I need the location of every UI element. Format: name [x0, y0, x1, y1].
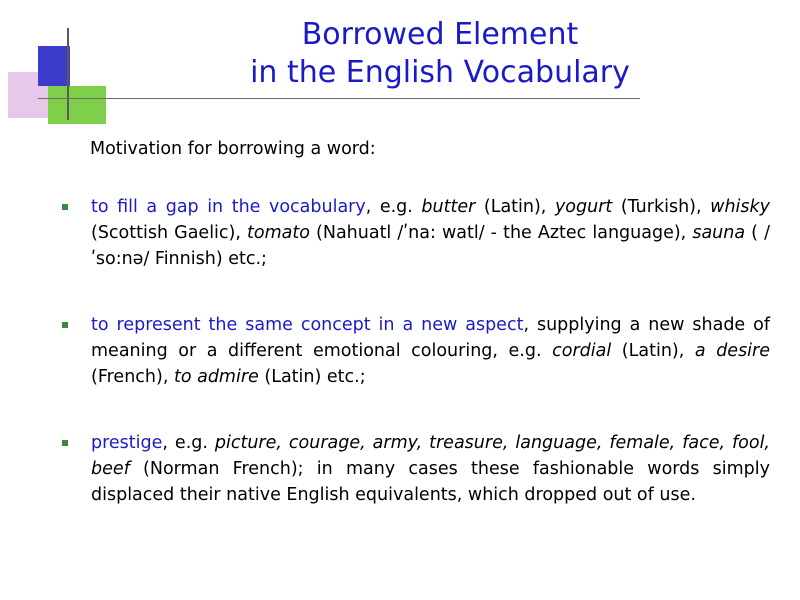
- bullet-text: (Scottish Gaelic),: [91, 223, 248, 243]
- bullet-item-fill-gap: [60, 194, 770, 272]
- intro-text: Motivation for borrowing a word:: [90, 139, 376, 159]
- bullet-text: (Latin),: [475, 197, 555, 217]
- bullet-text: , supplying a new shade of meaning or a different emotional colouring, e.g.: [91, 315, 771, 361]
- example-word: picture, courage, army, treasure, language, female, face, fool, beef: [91, 433, 770, 479]
- decor-horizontal-line: [38, 98, 640, 99]
- bullet-text: (Norman French); in many cases these fashionable words simply displaced their native English equivalents, which dropped out of use.: [91, 459, 770, 505]
- bullet-lead: prestige: [91, 433, 163, 453]
- bullet-text: (Turkish),: [612, 197, 711, 217]
- bullet-item-prestige: [60, 430, 770, 508]
- example-word: butter: [421, 197, 476, 217]
- title-line-1: Borrowed Element: [301, 17, 579, 52]
- slide-body: [60, 136, 770, 548]
- bullet-lead: to fill a gap in the vocabulary: [91, 197, 366, 217]
- example-word: cordial: [552, 341, 612, 361]
- bullet-item-new-aspect: [60, 312, 770, 390]
- slide-title: [180, 16, 700, 92]
- decor-vertical-line: [67, 28, 69, 120]
- bullet-square-icon: [62, 204, 68, 210]
- bullet-lead: to represent the same concept in a new aspect: [91, 315, 524, 335]
- bullet-text: , e.g.: [162, 433, 215, 453]
- decor-green-square: [48, 86, 106, 124]
- bullet-square-icon: [62, 322, 68, 328]
- bullet-text: (Nahuatl /ʹna: watl/ - the Aztec language),: [309, 223, 693, 243]
- title-line-2: in the English Vocabulary: [250, 55, 630, 90]
- example-word: sauna: [692, 223, 746, 243]
- bullet-text: , e.g.: [365, 197, 422, 217]
- bullet-text: (Latin),: [611, 341, 695, 361]
- example-word: whisky: [710, 197, 770, 217]
- decor-blue-square: [38, 46, 70, 86]
- example-word: to admire: [173, 367, 259, 387]
- bullet-text: (Latin) etc.;: [258, 367, 366, 387]
- bullet-text: (French),: [91, 367, 174, 387]
- bullet-square-icon: [62, 440, 68, 446]
- example-word: tomato: [247, 223, 310, 243]
- example-word: a desire: [694, 341, 771, 361]
- example-word: yogurt: [554, 197, 613, 217]
- bullet-text: ( /ʹso:nə/ Finnish) etc.;: [91, 223, 770, 269]
